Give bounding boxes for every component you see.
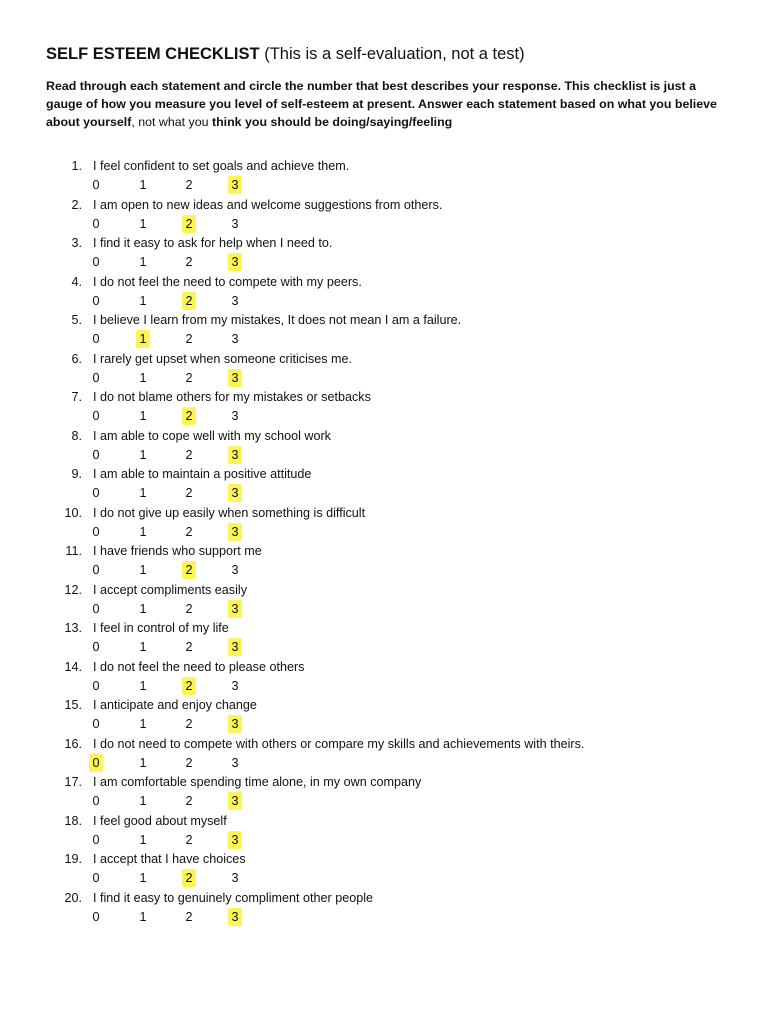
instructions xyxy=(46,77,726,131)
item-number: 19. xyxy=(64,852,82,866)
rating-scale xyxy=(0,792,768,810)
rating-option-2[interactable]: 2 xyxy=(185,601,193,616)
item-statement: I am able to maintain a positive attitude xyxy=(93,467,312,481)
rating-option-1[interactable]: 1 xyxy=(139,717,147,731)
item-number: 2. xyxy=(71,197,82,212)
rating-option-1[interactable]: 1 xyxy=(139,871,147,885)
item-statement: I have friends who support me xyxy=(93,544,262,558)
rating-option-2-selected[interactable]: 2 xyxy=(182,677,196,695)
checklist xyxy=(0,157,768,927)
item-number: 16. xyxy=(64,736,82,751)
rating-scale xyxy=(0,484,768,502)
instructions-plain-part: , not what you xyxy=(131,115,212,129)
rating-option-1[interactable]: 1 xyxy=(139,755,147,770)
rating-option-1[interactable]: 1 xyxy=(139,909,147,924)
checklist-item xyxy=(0,735,768,774)
item-number: 5. xyxy=(71,313,82,327)
item-number: 9. xyxy=(71,467,82,481)
rating-option-2-selected[interactable]: 2 xyxy=(182,869,196,887)
rating-option-0[interactable]: 0 xyxy=(92,332,100,346)
checklist-item xyxy=(0,427,768,466)
item-number: 6. xyxy=(71,351,82,366)
rating-option-0[interactable]: 0 xyxy=(92,909,100,924)
item-statement: I anticipate and enjoy change xyxy=(93,698,257,712)
item-number: 20. xyxy=(64,890,82,905)
rating-option-2[interactable]: 2 xyxy=(185,640,193,654)
checklist-item xyxy=(0,581,768,620)
rating-scale xyxy=(0,561,768,579)
rating-scale xyxy=(0,407,768,425)
rating-option-3-selected[interactable]: 3 xyxy=(228,638,242,656)
rating-scale xyxy=(0,446,768,464)
checklist-item xyxy=(0,465,768,504)
checklist-item xyxy=(0,850,768,889)
checklist-item xyxy=(0,311,768,350)
instructions-bold-part-1: Read through each statement and circle the number that best describes your response. This checklist is just a gauge of how you measure you level of self-esteem at present. Answer each statement based on what you believe about yourself xyxy=(46,79,717,129)
rating-option-2[interactable]: 2 xyxy=(185,486,193,500)
checklist-item xyxy=(0,696,768,735)
rating-option-2[interactable]: 2 xyxy=(185,332,193,346)
rating-option-3[interactable]: 3 xyxy=(231,871,239,885)
checklist-item xyxy=(0,619,768,658)
rating-scale xyxy=(0,908,768,926)
rating-option-2[interactable]: 2 xyxy=(185,909,193,924)
rating-scale xyxy=(0,292,768,310)
rating-option-0[interactable]: 0 xyxy=(92,563,100,577)
checklist-item xyxy=(0,504,768,543)
rating-option-0[interactable]: 0 xyxy=(92,409,100,423)
checklist-item xyxy=(0,889,768,928)
rating-option-0[interactable]: 0 xyxy=(92,524,100,539)
item-statement: I rarely get upset when someone criticises me. xyxy=(93,351,352,366)
rating-scale xyxy=(0,715,768,733)
rating-option-2[interactable]: 2 xyxy=(185,717,193,731)
rating-option-2-selected[interactable]: 2 xyxy=(182,215,196,233)
rating-option-0[interactable]: 0 xyxy=(92,178,100,192)
item-statement: I feel confident to set goals and achieve them. xyxy=(93,159,350,173)
rating-scale xyxy=(0,330,768,348)
item-number: 4. xyxy=(71,274,82,289)
title-subtitle: (This is a self-evaluation, not a test) xyxy=(259,45,525,63)
checklist-item xyxy=(0,350,768,389)
item-statement: I do not feel the need to please others xyxy=(93,659,305,674)
rating-option-1[interactable]: 1 xyxy=(139,178,147,192)
rating-option-2-selected[interactable]: 2 xyxy=(182,561,196,579)
rating-option-3-selected[interactable]: 3 xyxy=(228,176,242,194)
item-number: 13. xyxy=(64,621,82,635)
rating-option-2[interactable]: 2 xyxy=(185,447,193,462)
item-statement: I do not feel the need to compete with my peers. xyxy=(93,274,362,289)
checklist-item xyxy=(0,388,768,427)
item-statement: I accept compliments easily xyxy=(93,582,247,597)
rating-option-0[interactable]: 0 xyxy=(92,678,100,693)
item-statement: I find it easy to genuinely compliment other people xyxy=(93,890,374,905)
rating-option-0[interactable]: 0 xyxy=(92,601,100,616)
rating-option-1[interactable]: 1 xyxy=(139,370,147,385)
item-number: 15. xyxy=(64,698,82,712)
item-number: 14. xyxy=(64,659,82,674)
rating-option-1[interactable]: 1 xyxy=(139,293,147,308)
rating-option-2[interactable]: 2 xyxy=(185,524,193,539)
item-statement: I am comfortable spending time alone, in my own company xyxy=(93,775,422,789)
rating-scale xyxy=(0,215,768,233)
rating-option-2[interactable]: 2 xyxy=(185,370,193,385)
checklist-item xyxy=(0,773,768,812)
rating-option-0[interactable]: 0 xyxy=(92,794,100,808)
rating-option-1[interactable]: 1 xyxy=(139,486,147,500)
checklist-item xyxy=(0,157,768,196)
rating-option-3-selected[interactable]: 3 xyxy=(228,523,242,541)
rating-scale xyxy=(0,523,768,541)
rating-option-0[interactable]: 0 xyxy=(92,216,100,231)
rating-option-3-selected[interactable]: 3 xyxy=(228,253,242,271)
rating-option-1-selected[interactable]: 1 xyxy=(136,330,150,348)
item-number: 10. xyxy=(64,505,82,520)
rating-option-2[interactable]: 2 xyxy=(185,832,193,847)
rating-option-0[interactable]: 0 xyxy=(92,293,100,308)
checklist-item xyxy=(0,196,768,235)
rating-option-1[interactable]: 1 xyxy=(139,640,147,654)
rating-option-0[interactable]: 0 xyxy=(92,447,100,462)
rating-option-1[interactable]: 1 xyxy=(139,524,147,539)
item-number: 8. xyxy=(71,428,82,443)
checklist-item xyxy=(0,234,768,273)
rating-option-0[interactable]: 0 xyxy=(92,640,100,654)
rating-option-2[interactable]: 2 xyxy=(185,755,193,770)
rating-option-0-selected[interactable]: 0 xyxy=(89,754,103,772)
rating-option-1[interactable]: 1 xyxy=(139,832,147,847)
rating-scale xyxy=(0,677,768,695)
rating-option-1[interactable]: 1 xyxy=(139,255,147,269)
item-number: 7. xyxy=(71,390,82,404)
item-number: 18. xyxy=(64,813,82,828)
checklist-item xyxy=(0,273,768,312)
rating-option-3[interactable]: 3 xyxy=(231,755,239,770)
item-number: 12. xyxy=(64,582,82,597)
rating-option-1[interactable]: 1 xyxy=(139,409,147,423)
checklist-item xyxy=(0,542,768,581)
item-statement: I do not give up easily when something is difficult xyxy=(93,505,366,520)
rating-scale xyxy=(0,754,768,772)
rating-option-1[interactable]: 1 xyxy=(139,794,147,808)
item-number: 3. xyxy=(71,236,82,250)
rating-scale xyxy=(0,638,768,656)
rating-option-1[interactable]: 1 xyxy=(139,601,147,616)
item-number: 1. xyxy=(71,159,82,173)
rating-scale xyxy=(0,831,768,849)
item-statement: I do not blame others for my mistakes or setbacks xyxy=(93,390,371,404)
rating-option-3-selected[interactable]: 3 xyxy=(228,831,242,849)
rating-option-0[interactable]: 0 xyxy=(92,486,100,500)
rating-option-3[interactable]: 3 xyxy=(231,678,239,693)
item-number: 11. xyxy=(65,544,82,558)
rating-option-3[interactable]: 3 xyxy=(231,216,239,231)
rating-scale xyxy=(0,369,768,387)
rating-option-1[interactable]: 1 xyxy=(139,678,147,693)
rating-option-1[interactable]: 1 xyxy=(139,216,147,231)
rating-option-1[interactable]: 1 xyxy=(139,563,147,577)
item-statement: I am open to new ideas and welcome suggestions from others. xyxy=(93,197,443,212)
item-statement: I do not need to compete with others or compare my skills and achievements with theirs. xyxy=(93,736,585,751)
item-statement: I accept that I have choices xyxy=(93,852,246,866)
item-statement: I feel good about myself xyxy=(93,813,227,828)
checklist-item xyxy=(0,658,768,697)
rating-option-3-selected[interactable]: 3 xyxy=(228,908,242,926)
rating-scale xyxy=(0,253,768,271)
rating-option-3[interactable]: 3 xyxy=(231,563,239,577)
item-statement: I am able to cope well with my school work xyxy=(93,428,331,443)
rating-option-1[interactable]: 1 xyxy=(139,447,147,462)
item-statement: I find it easy to ask for help when I need to. xyxy=(93,236,333,250)
rating-option-2[interactable]: 2 xyxy=(185,255,193,269)
rating-scale xyxy=(0,176,768,194)
rating-option-0[interactable]: 0 xyxy=(92,370,100,385)
checklist-item xyxy=(0,812,768,851)
rating-option-3-selected[interactable]: 3 xyxy=(228,369,242,387)
rating-option-3[interactable]: 3 xyxy=(231,293,239,308)
rating-option-0[interactable]: 0 xyxy=(92,871,100,885)
page-title xyxy=(46,44,525,64)
rating-option-0[interactable]: 0 xyxy=(92,255,100,269)
rating-scale xyxy=(0,869,768,887)
rating-option-2[interactable]: 2 xyxy=(185,178,193,192)
rating-option-3-selected[interactable]: 3 xyxy=(228,792,242,810)
rating-option-3-selected[interactable]: 3 xyxy=(228,715,242,733)
rating-option-3-selected[interactable]: 3 xyxy=(228,446,242,464)
item-statement: I believe I learn from my mistakes, It does not mean I am a failure. xyxy=(93,313,462,327)
instructions-bold-part-2: think you should be doing/saying/feeling xyxy=(211,115,453,129)
rating-option-2-selected[interactable]: 2 xyxy=(182,407,196,425)
rating-option-0[interactable]: 0 xyxy=(92,832,100,847)
rating-option-3-selected[interactable]: 3 xyxy=(228,484,242,502)
rating-option-2-selected[interactable]: 2 xyxy=(182,292,196,310)
rating-scale xyxy=(0,600,768,618)
rating-option-0[interactable]: 0 xyxy=(92,717,100,731)
rating-option-3[interactable]: 3 xyxy=(231,409,239,423)
item-statement: I feel in control of my life xyxy=(93,621,229,635)
rating-option-3[interactable]: 3 xyxy=(231,332,239,346)
rating-option-3-selected[interactable]: 3 xyxy=(228,600,242,618)
item-number: 17. xyxy=(64,775,82,789)
title-bold: SELF ESTEEM CHECKLIST xyxy=(46,45,260,63)
rating-option-2[interactable]: 2 xyxy=(185,794,193,808)
